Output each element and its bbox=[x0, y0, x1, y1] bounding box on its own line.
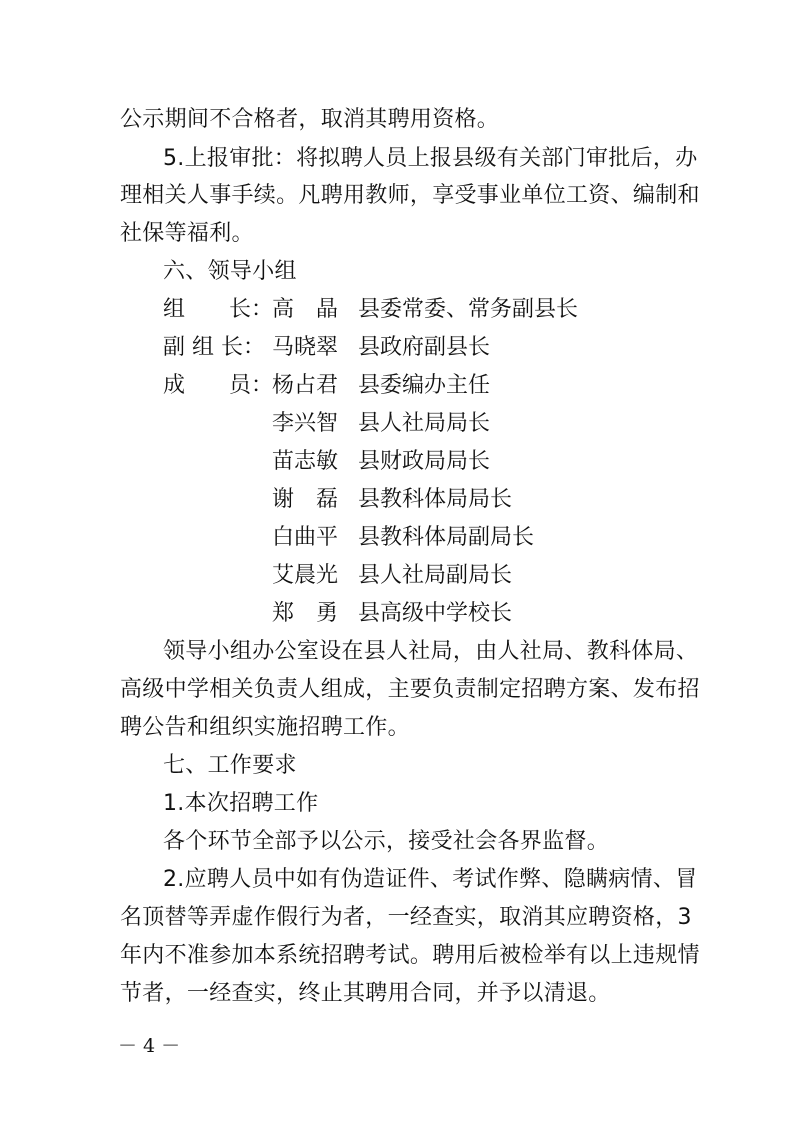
paragraph-line: 节者，一经查实，终止其聘用合同，并予以清退。 bbox=[120, 981, 611, 1006]
section-heading: 六、领导小组 bbox=[163, 259, 297, 284]
paragraph-line: 名顶替等弄虚作假行为者，一经查实，取消其应聘资格，3 bbox=[120, 905, 692, 930]
member-title: 县人社局副局长 bbox=[358, 563, 513, 588]
leader-name: 高 晶 bbox=[272, 297, 339, 322]
member-name: 郑 勇 bbox=[272, 601, 339, 626]
member-title: 县委编办主任 bbox=[358, 373, 491, 398]
paragraph-line: 高级中学相关负责人组成，主要负责制定招聘方案、发布招 bbox=[120, 677, 700, 702]
paragraph-line: 领导小组办公室设在县人社局，由人社局、教科体局、 bbox=[163, 639, 699, 664]
member-title: 县教科体局副局长 bbox=[358, 525, 535, 550]
role-label-deputy: 副 组 长： bbox=[163, 335, 265, 360]
member-name: 苗志敏 bbox=[272, 449, 339, 474]
section-heading: 七、工作要求 bbox=[163, 753, 297, 778]
paragraph-line: 1.本次招聘工作 bbox=[163, 791, 319, 816]
member-title: 县高级中学校长 bbox=[358, 601, 513, 626]
paragraph-line: 公示期间不合格者，取消其聘用资格。 bbox=[120, 107, 500, 132]
member-name: 杨占君 bbox=[272, 373, 339, 398]
paragraph-line: 2.应聘人员中如有伪造证件、考试作弊、隐瞒病情、冒 bbox=[163, 867, 698, 892]
member-title: 县人社局局长 bbox=[358, 411, 491, 436]
paragraph-line: 5.上报审批：将拟聘人员上报县级有关部门审批后，办 bbox=[163, 146, 698, 171]
member-name: 艾晨光 bbox=[272, 563, 339, 588]
role-label-leader: 组 长： bbox=[163, 297, 274, 322]
page-number: － 4 － bbox=[118, 1035, 181, 1057]
paragraph-line: 各个环节全部予以公示，接受社会各界监督。 bbox=[163, 829, 610, 854]
paragraph-line: 年内不准参加本系统招聘考试。聘用后被检举有以上违规情 bbox=[120, 943, 700, 968]
deputy-title: 县政府副县长 bbox=[358, 335, 491, 360]
paragraph-line: 理相关人事手续。凡聘用教师，享受事业单位工资、编制和 bbox=[120, 183, 700, 208]
member-name: 白曲平 bbox=[272, 525, 339, 550]
member-title: 县教科体局局长 bbox=[358, 487, 513, 512]
paragraph-line: 社保等福利。 bbox=[120, 221, 254, 246]
deputy-name: 马晓翠 bbox=[272, 335, 339, 360]
member-title: 县财政局局长 bbox=[358, 449, 491, 474]
paragraph-line: 聘公告和组织实施招聘工作。 bbox=[120, 715, 410, 740]
member-name: 谢 磊 bbox=[272, 487, 339, 512]
member-name: 李兴智 bbox=[272, 411, 339, 436]
role-label-members: 成 员： bbox=[163, 373, 274, 398]
leader-title: 县委常委、常务副县长 bbox=[358, 297, 579, 322]
